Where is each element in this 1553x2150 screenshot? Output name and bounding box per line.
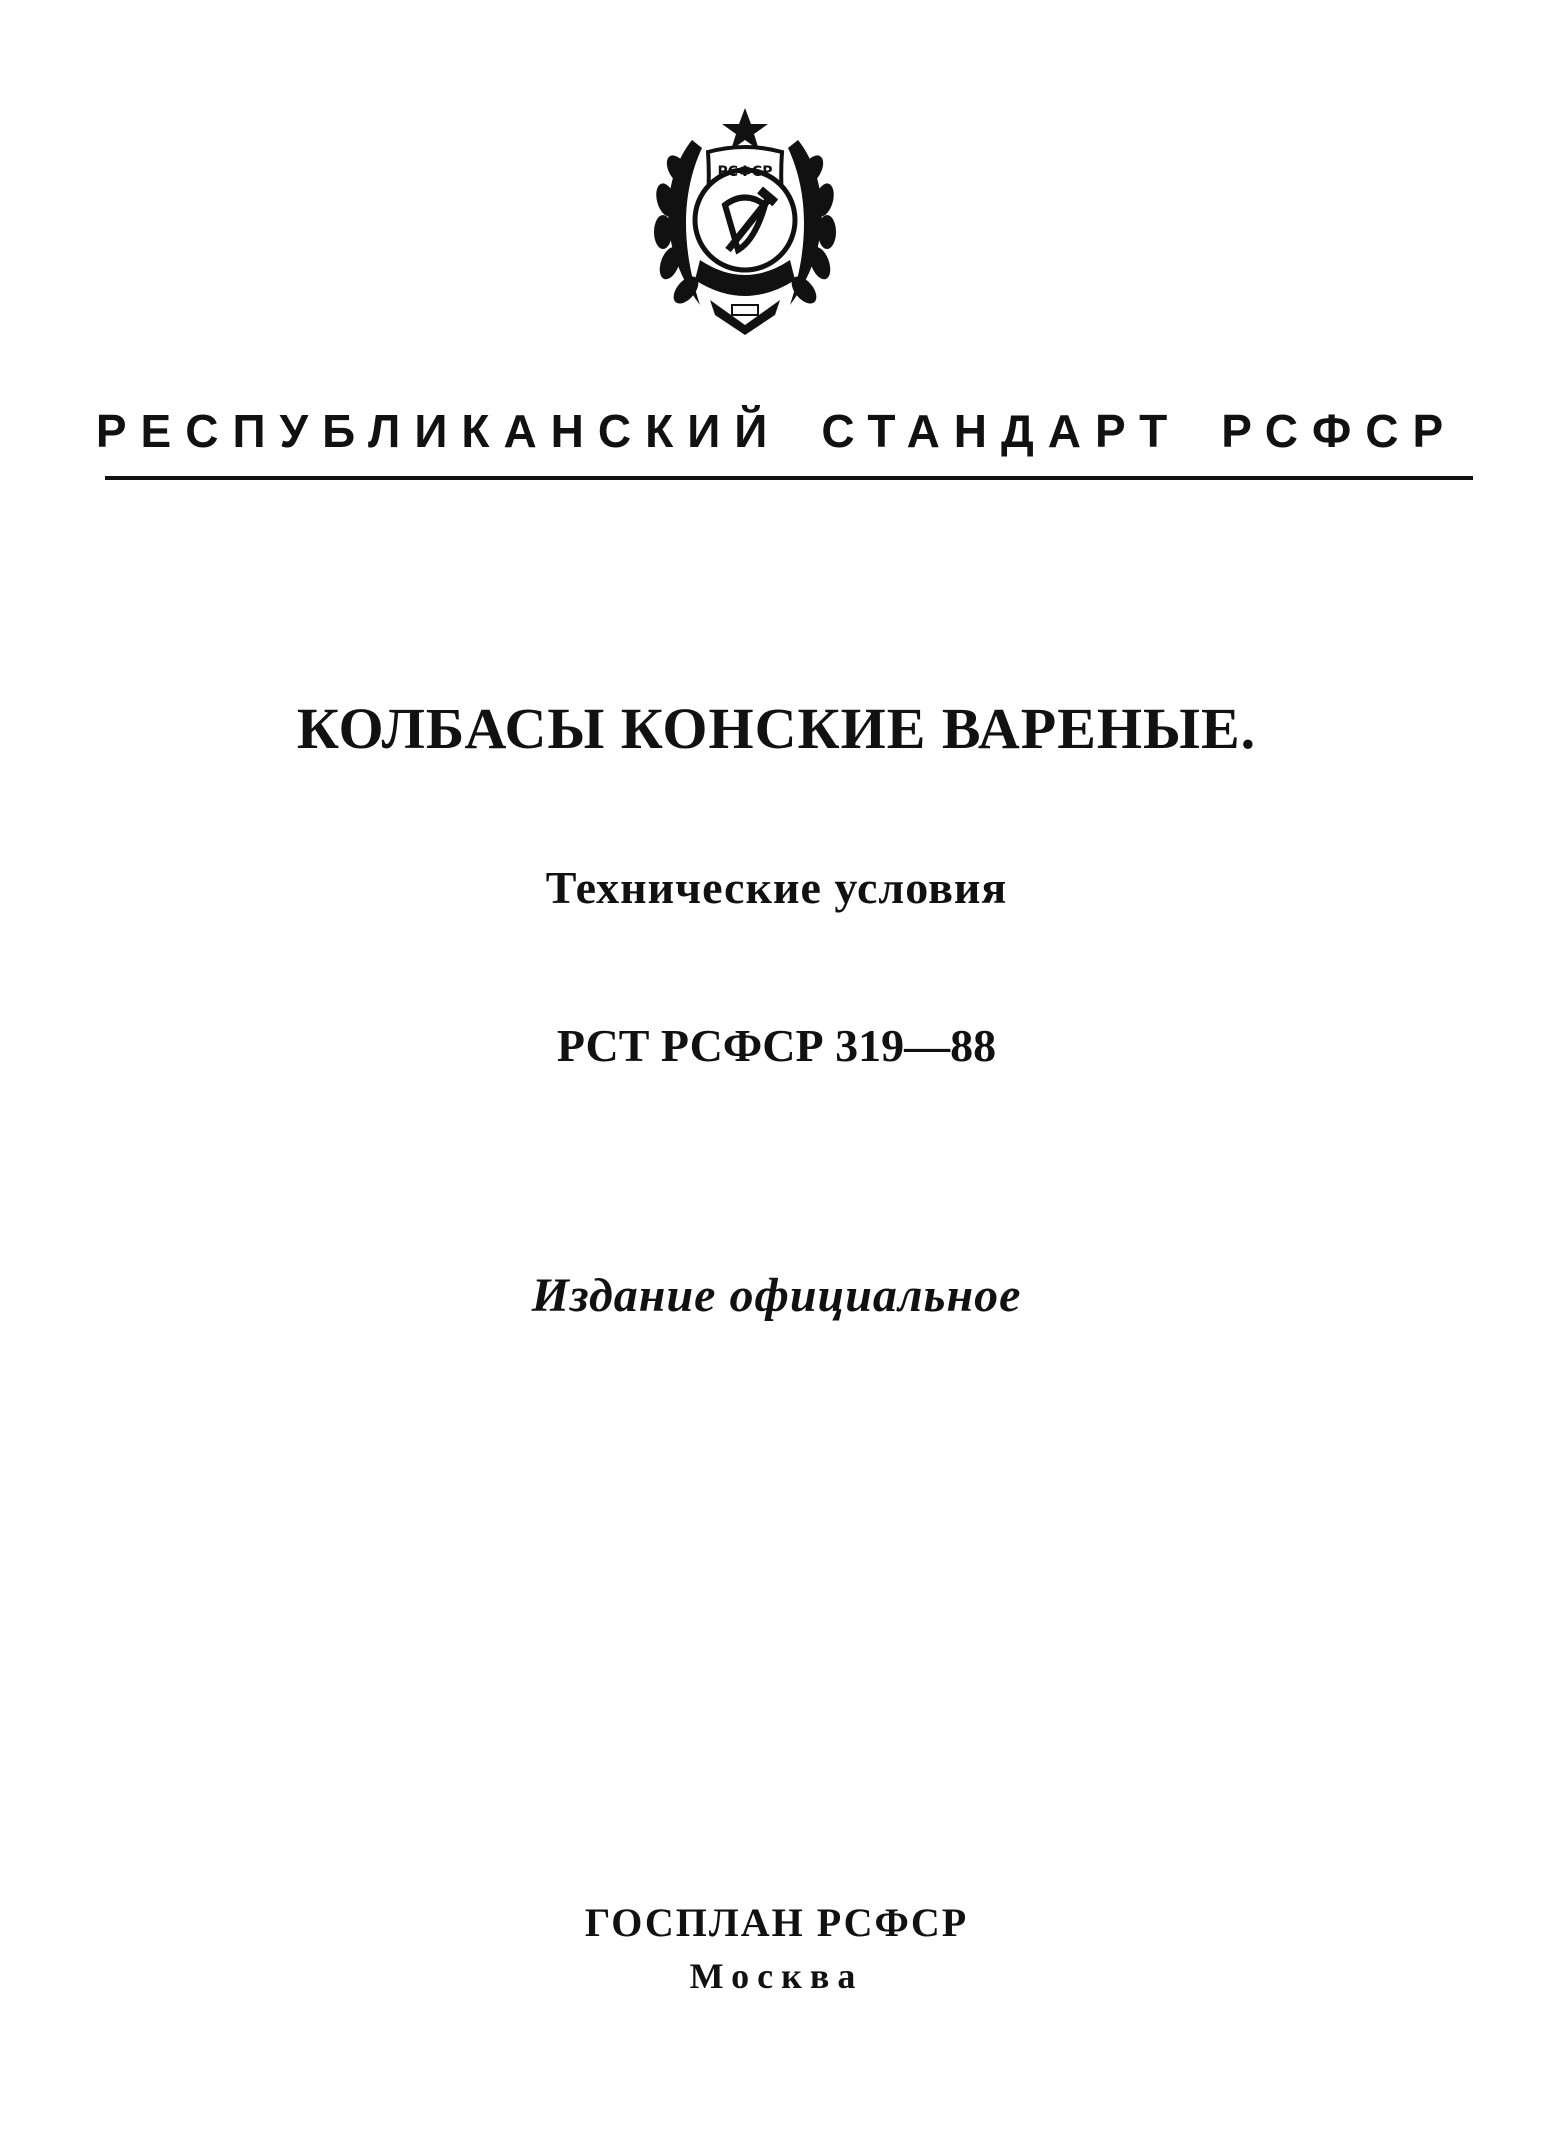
edition-note: Издание официальное: [531, 1269, 1022, 1322]
document-subtitle: Технические условия: [545, 862, 1008, 913]
document-title: КОЛБАСЫ КОНСКИЕ ВАРЕНЫЕ.: [296, 696, 1257, 761]
header-word-republican: РЕСПУБЛИКАНСКИЙ: [95, 405, 782, 457]
standard-code: РСТ РСФСР 319—88: [556, 1020, 997, 1071]
svg-text:РСФСР: РСФСР: [717, 164, 773, 180]
republic-standard-header: [0, 405, 1553, 457]
coat-of-arms-emblem: [630, 100, 860, 340]
header-word-rsfsr: РСФСР: [1221, 405, 1458, 457]
publisher: ГОСПЛАН РСФСР: [584, 1900, 969, 1945]
header-rule: [105, 476, 1473, 480]
header-word-standard: СТАНДАРТ: [821, 405, 1182, 457]
publication-city: Москва: [689, 1956, 864, 1996]
